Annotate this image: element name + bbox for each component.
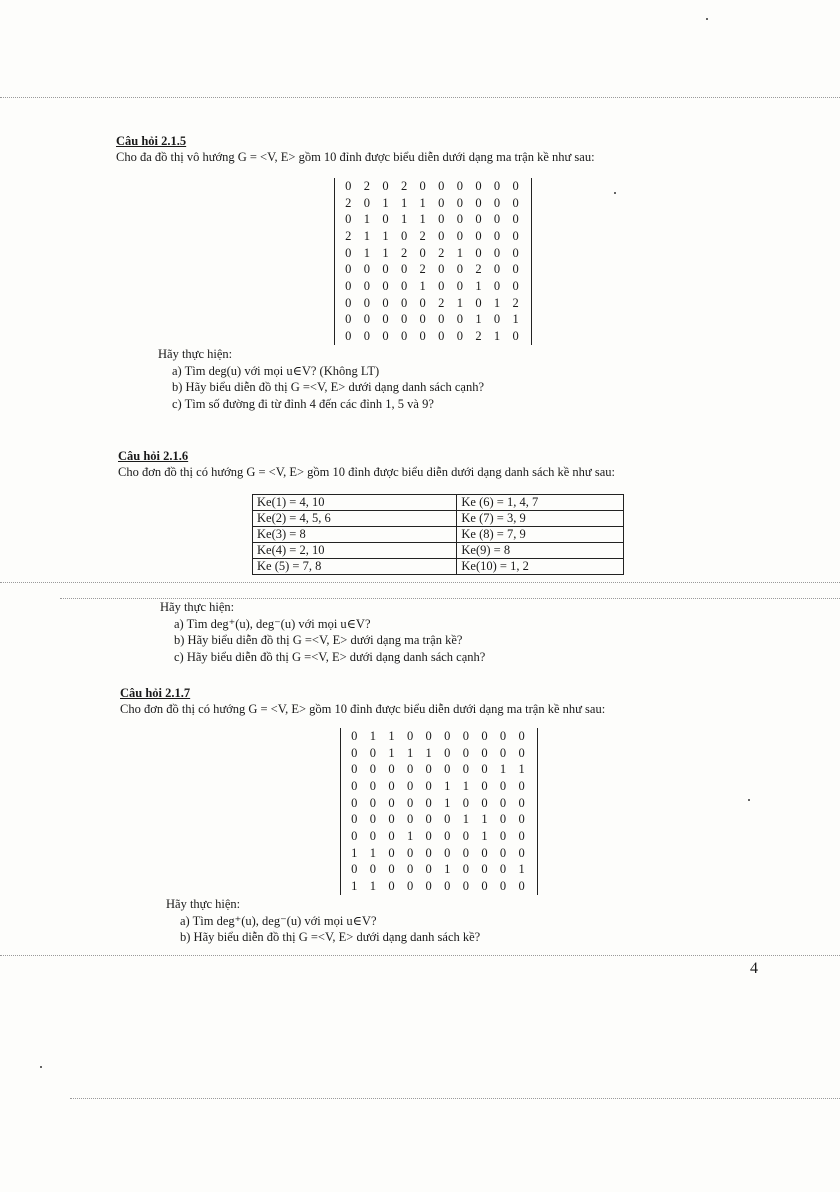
matrix-cell: 0 xyxy=(382,295,389,310)
matrix-cell: 0 xyxy=(406,879,414,894)
matrix-cell: 0 xyxy=(444,762,451,777)
matrix-cell: 0 xyxy=(406,728,414,743)
task-item: a) Tìm deg(u) với mọi u∈V? (Không LT) xyxy=(172,363,380,378)
matrix-row xyxy=(345,828,531,845)
matrix-cell: 1 xyxy=(475,312,482,327)
matrix-cell: 0 xyxy=(456,312,463,327)
matrix-cell: 0 xyxy=(438,228,445,243)
matrix-cell: 0 xyxy=(481,879,488,894)
matrix-cell: 0 xyxy=(493,262,501,277)
matrix-cell: 0 xyxy=(345,295,352,310)
matrix-cell: 0 xyxy=(493,245,501,260)
matrix-row xyxy=(339,178,525,195)
adjacency-row xyxy=(253,527,624,543)
matrix-cell: 2 xyxy=(400,178,408,193)
matrix-cell: 0 xyxy=(462,762,469,777)
adjacency-cell: Ke(2) = 4, 5, 6 xyxy=(253,511,457,527)
matrix-cell: 0 xyxy=(493,212,501,227)
matrix-cell: 0 xyxy=(499,778,507,793)
matrix-cell: 0 xyxy=(425,845,432,860)
matrix-cell: 0 xyxy=(388,845,395,860)
matrix-cell: 0 xyxy=(369,745,377,760)
matrix-cell: 2 xyxy=(400,245,408,260)
matrix-cell: 0 xyxy=(481,845,488,860)
scan-speck xyxy=(40,1066,42,1068)
matrix-cell: 0 xyxy=(512,278,519,293)
matrix-cell: 0 xyxy=(475,178,482,193)
matrix-cell: 0 xyxy=(382,312,389,327)
matrix-cell: 0 xyxy=(481,795,488,810)
matrix-cell: 0 xyxy=(388,812,395,827)
matrix-cell: 2 xyxy=(419,228,426,243)
matrix-cell: 0 xyxy=(425,778,432,793)
matrix-row xyxy=(345,845,531,862)
task-list-2-1-7 xyxy=(166,896,726,946)
matrix-cell: 0 xyxy=(475,245,482,260)
matrix-cell: 0 xyxy=(499,828,507,843)
adjacency-row xyxy=(253,511,624,527)
adjacency-cell: Ke (6) = 1, 4, 7 xyxy=(457,495,624,511)
matrix-cell: 0 xyxy=(444,728,451,743)
matrix-cell: 0 xyxy=(444,812,451,827)
adjacency-cell: Ke(10) = 1, 2 xyxy=(457,559,624,575)
matrix-cell: 1 xyxy=(400,212,408,227)
matrix-cell: 1 xyxy=(406,745,414,760)
matrix-cell: 0 xyxy=(369,828,377,843)
matrix-cell: 1 xyxy=(369,845,377,860)
matrix-cell: 0 xyxy=(518,828,525,843)
matrix-cell: 0 xyxy=(499,845,507,860)
task-item: b) Hãy biểu diễn đồ thị G =<V, E> dưới dạng danh sách kề? xyxy=(180,930,481,944)
matrix-cell: 0 xyxy=(438,262,445,277)
matrix-cell: 1 xyxy=(369,728,377,743)
matrix-cell: 0 xyxy=(363,262,371,277)
matrix-cell: 0 xyxy=(462,795,469,810)
matrix-cell: 0 xyxy=(351,812,358,827)
matrix-cell: 0 xyxy=(481,778,488,793)
matrix-cell: 0 xyxy=(499,728,507,743)
matrix-row xyxy=(345,811,531,828)
matrix-row xyxy=(345,795,531,812)
scan-speck xyxy=(614,192,616,194)
matrix-cell: 0 xyxy=(382,329,389,344)
matrix-cell: 1 xyxy=(518,762,525,777)
adjacency-list-table xyxy=(252,494,624,575)
matrix-cell: 1 xyxy=(382,228,389,243)
matrix-cell: 1 xyxy=(512,312,519,327)
matrix-cell: 0 xyxy=(499,745,507,760)
matrix-cell: 0 xyxy=(369,762,377,777)
matrix-cell: 0 xyxy=(462,845,469,860)
matrix-row xyxy=(345,728,531,745)
matrix-cell: 0 xyxy=(462,745,469,760)
matrix-cell: 0 xyxy=(419,329,426,344)
matrix-cell: 0 xyxy=(406,862,414,877)
matrix-cell: 0 xyxy=(382,262,389,277)
matrix-cell: 0 xyxy=(345,178,352,193)
adjacency-cell: Ke(9) = 8 xyxy=(457,543,624,559)
matrix-cell: 1 xyxy=(518,862,525,877)
question-intro: Cho đơn đồ thị có hướng G = <V, E> gồm 10 đỉnh được biểu diễn dưới dạng ma trận kề như sau: xyxy=(120,702,606,716)
matrix-cell: 0 xyxy=(518,778,525,793)
matrix-cell: 0 xyxy=(419,295,426,310)
matrix-cell: 0 xyxy=(456,278,463,293)
matrix-cell: 0 xyxy=(456,178,463,193)
matrix-cell: 2 xyxy=(512,295,519,310)
matrix-cell: 0 xyxy=(400,329,408,344)
matrix-cell: 0 xyxy=(462,879,469,894)
matrix-cell: 0 xyxy=(419,245,426,260)
matrix-cell: 0 xyxy=(400,262,408,277)
scan-line xyxy=(0,582,840,583)
matrix-cell: 0 xyxy=(456,212,463,227)
matrix-cell: 0 xyxy=(351,862,358,877)
matrix-cell: 0 xyxy=(475,228,482,243)
matrix-cell: 0 xyxy=(425,795,432,810)
matrix-cell: 0 xyxy=(400,278,408,293)
question-2-1-7-header xyxy=(120,685,780,717)
task-lead: Hãy thực hiện: xyxy=(160,600,235,614)
matrix-cell: 0 xyxy=(425,728,432,743)
adjacency-row xyxy=(253,543,624,559)
matrix-cell: 0 xyxy=(493,278,501,293)
matrix-cell: 1 xyxy=(456,245,463,260)
matrix-row xyxy=(339,245,525,262)
matrix-cell: 2 xyxy=(419,262,426,277)
matrix-cell: 0 xyxy=(456,195,463,210)
matrix-cell: 0 xyxy=(481,728,488,743)
matrix-cell: 0 xyxy=(351,778,358,793)
matrix-cell: 0 xyxy=(444,745,451,760)
matrix-cell: 1 xyxy=(481,828,488,843)
matrix-cell: 0 xyxy=(369,812,377,827)
matrix-cell: 0 xyxy=(462,728,469,743)
matrix-cell: 1 xyxy=(481,812,488,827)
task-lead: Hãy thực hiện: xyxy=(166,897,241,911)
matrix-cell: 1 xyxy=(425,745,432,760)
adjacency-cell: Ke (8) = 7, 9 xyxy=(457,527,624,543)
matrix-cell: 1 xyxy=(369,879,377,894)
matrix-cell: 0 xyxy=(481,762,488,777)
adjacency-cell: Ke (5) = 7, 8 xyxy=(253,559,457,575)
matrix-cell: 1 xyxy=(388,745,395,760)
scan-line xyxy=(0,955,840,956)
matrix-row xyxy=(339,278,525,295)
matrix-cell: 0 xyxy=(438,178,445,193)
matrix-cell: 0 xyxy=(456,262,463,277)
matrix-cell: 0 xyxy=(388,795,395,810)
matrix-cell: 2 xyxy=(475,329,482,344)
adjacency-cell: Ke(3) = 8 xyxy=(253,527,457,543)
matrix-cell: 0 xyxy=(388,828,395,843)
matrix-cell: 1 xyxy=(444,862,451,877)
matrix-row xyxy=(345,778,531,795)
matrix-cell: 0 xyxy=(462,862,469,877)
task-list-2-1-5 xyxy=(158,346,718,412)
matrix-cell: 0 xyxy=(363,295,371,310)
matrix-cell: 2 xyxy=(438,295,445,310)
matrix-cell: 0 xyxy=(345,329,352,344)
adjacency-cell: Ke(1) = 4, 10 xyxy=(253,495,457,511)
page-number: 4 xyxy=(750,960,758,977)
matrix-cell: 2 xyxy=(345,195,352,210)
matrix-cell: 0 xyxy=(400,312,408,327)
adjacency-cell: Ke (7) = 3, 9 xyxy=(457,511,624,527)
matrix-cell: 0 xyxy=(351,828,358,843)
matrix-cell: 0 xyxy=(438,329,445,344)
matrix-cell: 0 xyxy=(444,879,451,894)
matrix-cell: 0 xyxy=(388,762,395,777)
matrix-cell: 0 xyxy=(456,329,463,344)
matrix-cell: 0 xyxy=(406,845,414,860)
matrix-cell: 0 xyxy=(512,329,519,344)
matrix-cell: 0 xyxy=(363,195,371,210)
matrix-row xyxy=(339,211,525,228)
matrix-cell: 0 xyxy=(351,745,358,760)
matrix-cell: 0 xyxy=(493,228,501,243)
matrix-cell: 2 xyxy=(363,178,371,193)
matrix-cell: 0 xyxy=(493,195,501,210)
matrix-cell: 0 xyxy=(351,795,358,810)
matrix-cell: 0 xyxy=(345,312,352,327)
task-item: c) Tìm số đường đi từ đỉnh 4 đến các đỉnh 1, 5 và 9? xyxy=(172,396,434,411)
matrix-cell: 2 xyxy=(438,245,445,260)
task-item: a) Tìm deg⁺(u), deg⁻(u) với mọi u∈V? xyxy=(174,616,371,631)
matrix-row xyxy=(339,295,525,312)
matrix-row xyxy=(345,745,531,762)
matrix-cell: 0 xyxy=(419,312,426,327)
matrix-cell: 1 xyxy=(462,778,469,793)
matrix-cell: 0 xyxy=(493,178,501,193)
task-item: a) Tìm deg⁺(u), deg⁻(u) với mọi u∈V? xyxy=(180,913,377,928)
matrix-cell: 0 xyxy=(475,295,482,310)
matrix-cell: 0 xyxy=(518,795,525,810)
scan-line xyxy=(0,97,840,98)
matrix-cell: 0 xyxy=(518,812,525,827)
matrix-row xyxy=(339,328,525,345)
matrix-cell: 1 xyxy=(493,329,501,344)
matrix-cell: 0 xyxy=(425,762,432,777)
matrix-cell: 0 xyxy=(512,195,519,210)
matrix-cell: 0 xyxy=(425,879,432,894)
matrix-cell: 1 xyxy=(462,812,469,827)
matrix-cell: 1 xyxy=(382,195,389,210)
matrix-cell: 1 xyxy=(363,228,371,243)
matrix-cell: 0 xyxy=(438,195,445,210)
matrix-cell: 1 xyxy=(351,845,358,860)
matrix-cell: 0 xyxy=(438,312,445,327)
matrix-cell: 1 xyxy=(444,778,451,793)
matrix-cell: 0 xyxy=(518,745,525,760)
matrix-cell: 0 xyxy=(512,228,519,243)
matrix-cell: 1 xyxy=(388,728,395,743)
matrix-cell: 0 xyxy=(499,795,507,810)
matrix-cell: 1 xyxy=(400,195,408,210)
question-2-1-5-header xyxy=(116,133,756,165)
matrix-cell: 0 xyxy=(345,278,352,293)
matrix-cell: 1 xyxy=(351,879,358,894)
matrix-row xyxy=(339,312,525,329)
question-intro: Cho đa đồ thị vô hướng G = <V, E> gồm 10 đỉnh được biểu diễn dưới dạng ma trận kề như sau: xyxy=(116,150,595,164)
matrix-cell: 0 xyxy=(406,762,414,777)
adjacency-cell: Ke(4) = 2, 10 xyxy=(253,543,457,559)
question-intro: Cho đơn đồ thị có hướng G = <V, E> gồm 10 đỉnh được biểu diễn dưới dạng danh sách kề như sau: xyxy=(118,465,615,479)
adjacency-row xyxy=(253,495,624,511)
matrix-cell: 0 xyxy=(382,178,389,193)
matrix-cell: 0 xyxy=(388,778,395,793)
matrix-cell: 1 xyxy=(363,245,371,260)
matrix-cell: 0 xyxy=(363,329,371,344)
matrix-cell: 0 xyxy=(388,862,395,877)
matrix-cell: 0 xyxy=(388,879,395,894)
question-2-1-6-header xyxy=(118,448,778,480)
matrix-cell: 0 xyxy=(444,828,451,843)
matrix-cell: 0 xyxy=(351,728,358,743)
matrix-cell: 0 xyxy=(481,745,488,760)
matrix-cell: 0 xyxy=(369,778,377,793)
matrix-cell: 0 xyxy=(345,262,352,277)
adjacency-matrix-2-1-7 xyxy=(340,728,538,895)
task-lead: Hãy thực hiện: xyxy=(158,347,233,361)
matrix-cell: 0 xyxy=(512,178,519,193)
matrix-cell: 0 xyxy=(425,812,432,827)
matrix-cell: 0 xyxy=(512,245,519,260)
matrix-cell: 0 xyxy=(456,228,463,243)
matrix-cell: 0 xyxy=(475,195,482,210)
matrix-cell: 1 xyxy=(456,295,463,310)
adjacency-matrix-2-1-5 xyxy=(334,178,532,345)
matrix-cell: 0 xyxy=(512,262,519,277)
matrix-cell: 0 xyxy=(345,212,352,227)
matrix-cell: 0 xyxy=(518,879,525,894)
matrix-row xyxy=(345,761,531,778)
task-item: c) Hãy biểu diễn đồ thị G =<V, E> dưới dạng danh sách cạnh? xyxy=(174,649,486,664)
matrix-row xyxy=(339,195,525,212)
matrix-cell: 0 xyxy=(438,212,445,227)
task-item: b) Hãy biểu diễn đồ thị G =<V, E> dưới dạng ma trận kề? xyxy=(174,633,463,647)
matrix-cell: 1 xyxy=(419,278,426,293)
matrix-cell: 0 xyxy=(499,862,507,877)
question-title: Câu hỏi 2.1.5 xyxy=(116,134,187,148)
matrix-cell: 2 xyxy=(345,228,352,243)
task-list-2-1-6 xyxy=(160,599,720,665)
matrix-cell: 0 xyxy=(382,278,389,293)
matrix-cell: 0 xyxy=(369,862,377,877)
matrix-cell: 1 xyxy=(444,795,451,810)
matrix-cell: 0 xyxy=(400,228,408,243)
matrix-cell: 0 xyxy=(363,278,371,293)
matrix-cell: 1 xyxy=(419,212,426,227)
matrix-cell: 1 xyxy=(493,295,501,310)
matrix-cell: 0 xyxy=(406,795,414,810)
matrix-cell: 0 xyxy=(462,828,469,843)
matrix-cell: 0 xyxy=(425,828,432,843)
scan-speck xyxy=(748,799,750,801)
matrix-cell: 0 xyxy=(493,312,501,327)
matrix-cell: 0 xyxy=(369,795,377,810)
matrix-cell: 0 xyxy=(351,762,358,777)
matrix-cell: 1 xyxy=(406,828,414,843)
adjacency-row xyxy=(253,559,624,575)
matrix-cell: 0 xyxy=(518,845,525,860)
matrix-row xyxy=(345,878,531,895)
matrix-cell: 0 xyxy=(363,312,371,327)
scan-speck xyxy=(706,18,708,20)
matrix-cell: 1 xyxy=(499,762,507,777)
matrix-row xyxy=(345,862,531,879)
scan-line xyxy=(70,1098,840,1099)
matrix-cell: 0 xyxy=(475,212,482,227)
matrix-cell: 0 xyxy=(400,295,408,310)
matrix-cell: 0 xyxy=(419,178,426,193)
matrix-cell: 0 xyxy=(444,845,451,860)
matrix-cell: 0 xyxy=(425,862,432,877)
question-title: Câu hỏi 2.1.6 xyxy=(118,449,189,463)
matrix-cell: 0 xyxy=(499,812,507,827)
matrix-cell: 2 xyxy=(475,262,482,277)
matrix-cell: 0 xyxy=(481,862,488,877)
matrix-cell: 0 xyxy=(382,212,389,227)
matrix-cell: 1 xyxy=(475,278,482,293)
matrix-cell: 1 xyxy=(382,245,389,260)
matrix-cell: 0 xyxy=(518,728,525,743)
matrix-cell: 0 xyxy=(406,778,414,793)
matrix-cell: 0 xyxy=(499,879,507,894)
matrix-cell: 1 xyxy=(419,195,426,210)
matrix-cell: 0 xyxy=(512,212,519,227)
matrix-cell: 0 xyxy=(406,812,414,827)
matrix-cell: 1 xyxy=(363,212,371,227)
matrix-cell: 0 xyxy=(345,245,352,260)
task-item: b) Hãy biểu diễn đồ thị G =<V, E> dưới dạng danh sách cạnh? xyxy=(172,380,485,394)
matrix-row xyxy=(339,261,525,278)
matrix-row xyxy=(339,228,525,245)
matrix-cell: 0 xyxy=(438,278,445,293)
question-title: Câu hỏi 2.1.7 xyxy=(120,686,191,700)
